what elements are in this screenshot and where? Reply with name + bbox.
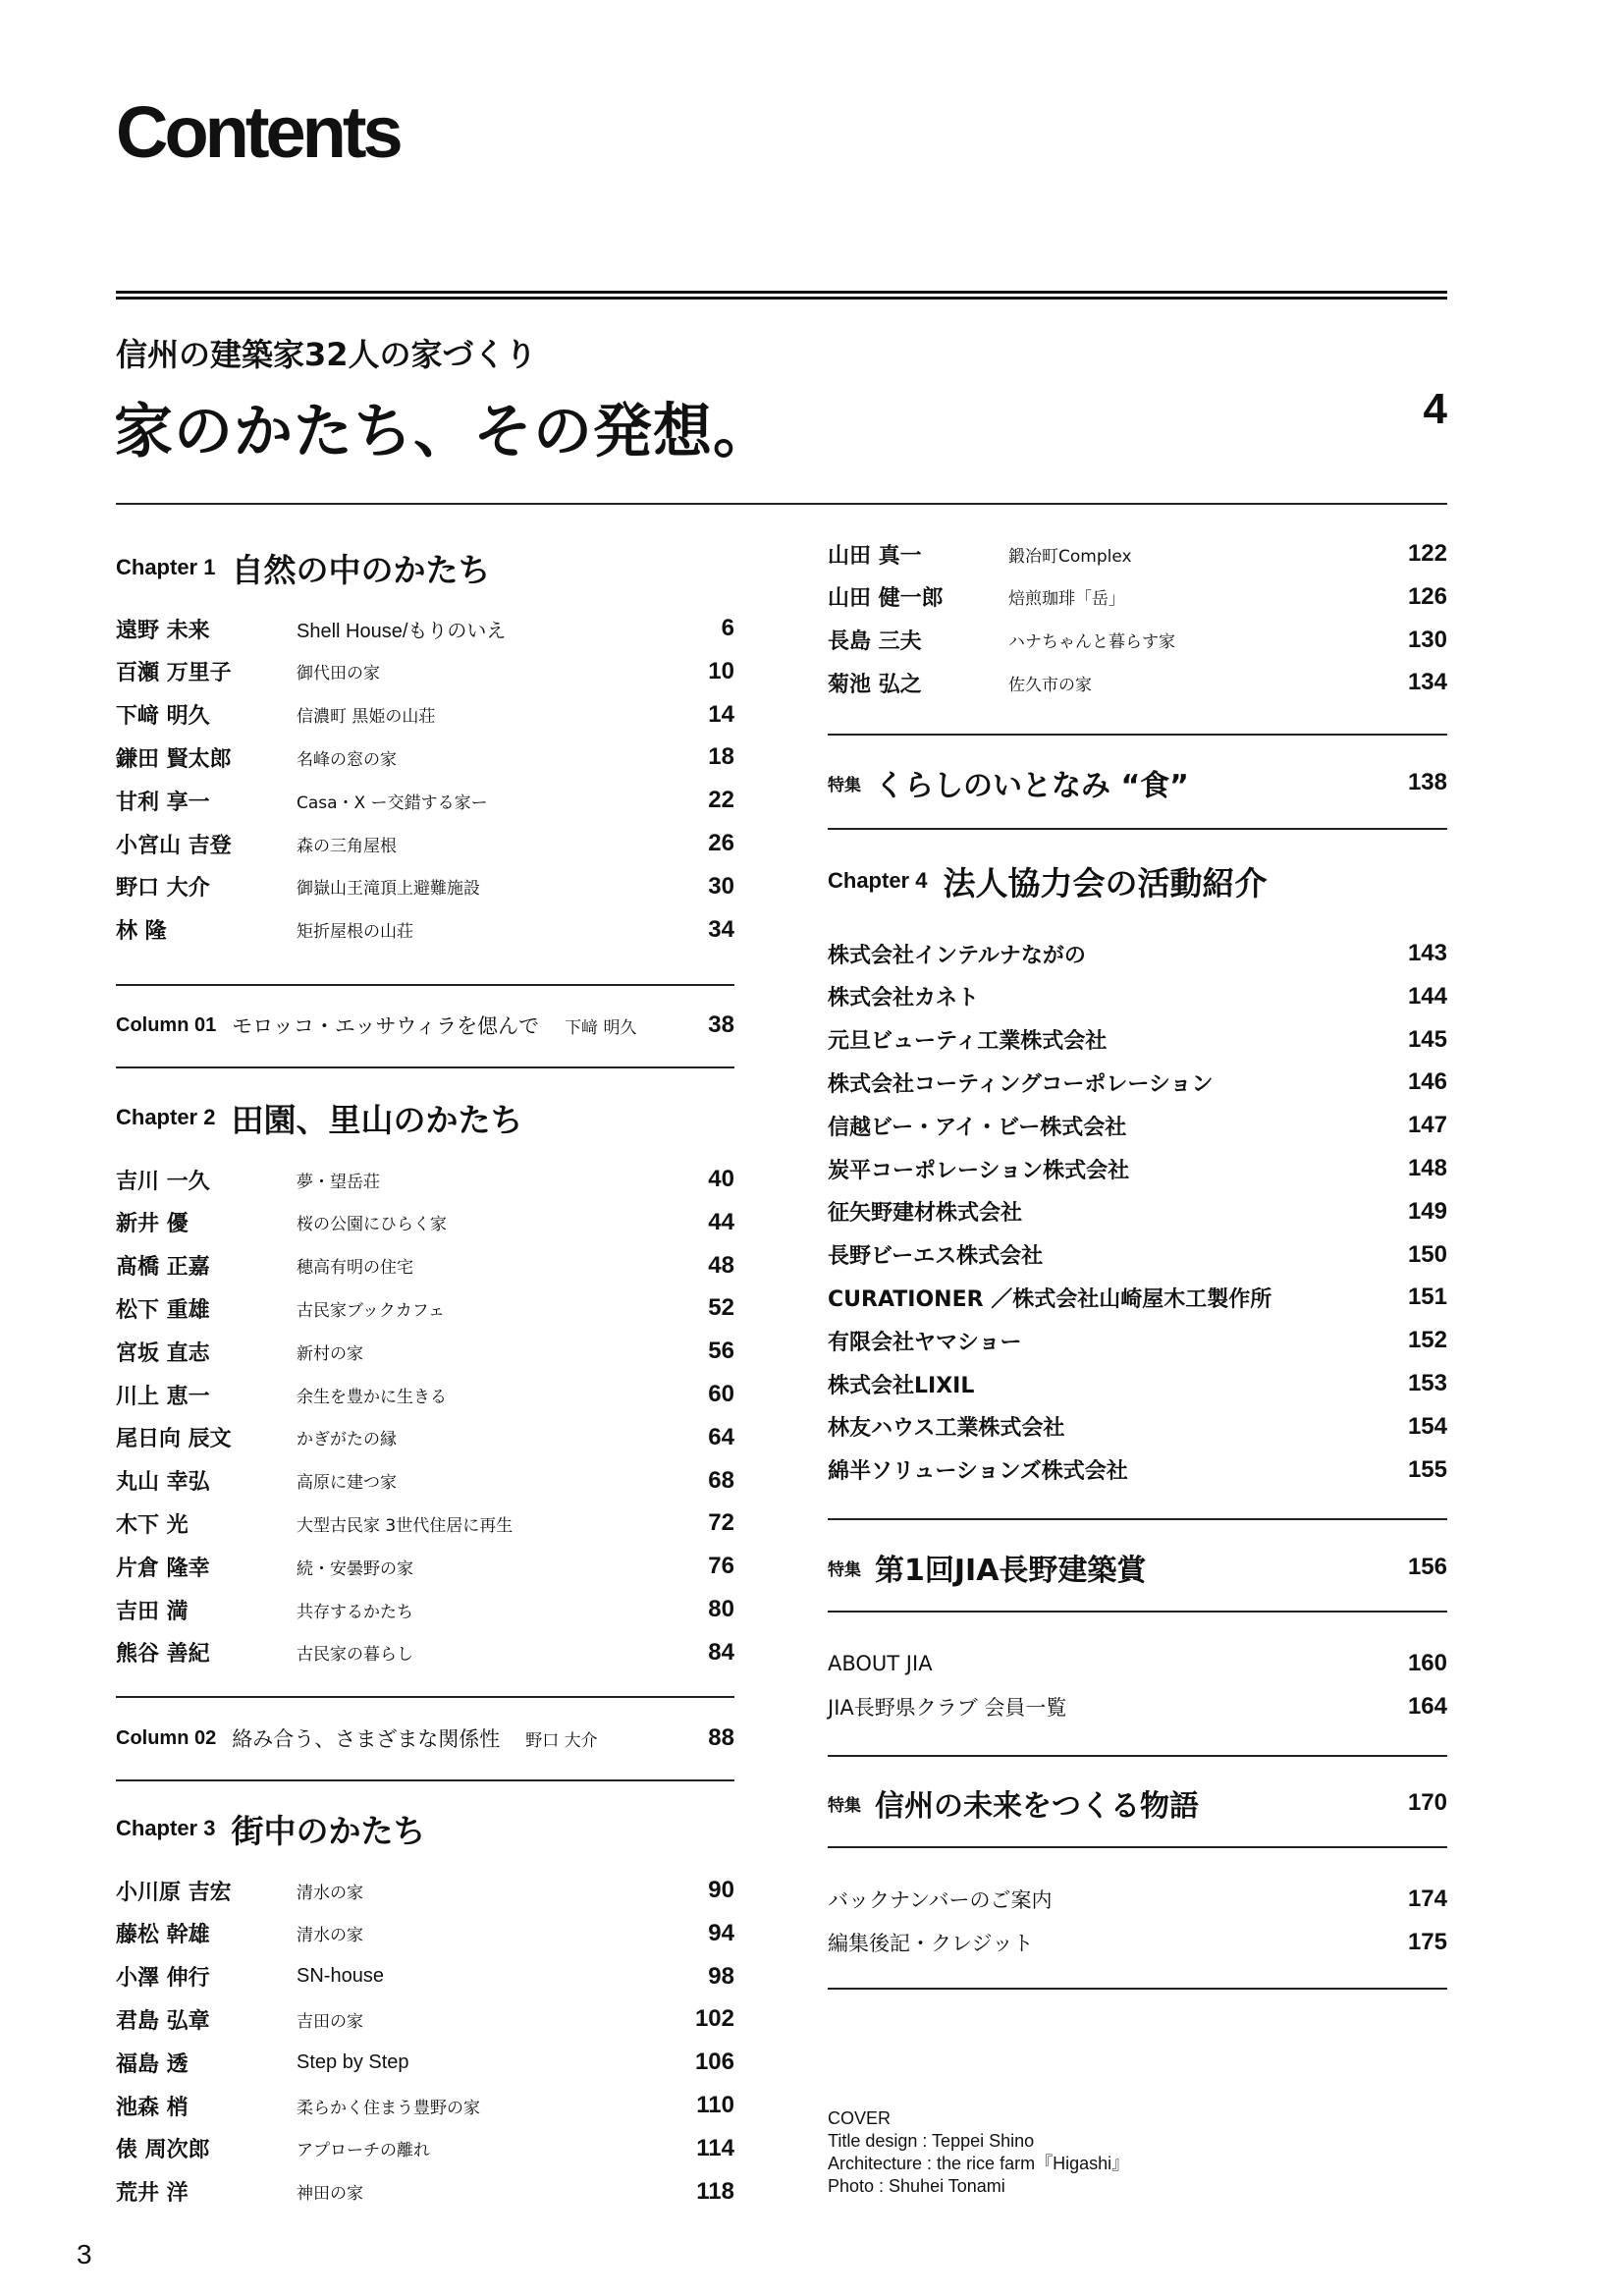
toc-entry[interactable] bbox=[116, 1420, 734, 1455]
architect-name: 吉川 一久 bbox=[116, 1169, 210, 1194]
page-ref: 147 bbox=[1407, 1112, 1447, 1139]
toc-entry[interactable] bbox=[828, 1280, 1447, 1315]
work-title: 鍛冶町Complex bbox=[1008, 546, 1132, 567]
toc-entry[interactable] bbox=[116, 2045, 734, 2080]
work-title: 森の三角屋根 bbox=[297, 836, 397, 856]
work-title: 共存するかたち bbox=[297, 1602, 413, 1622]
architect-name: 片倉 隆幸 bbox=[116, 1556, 210, 1581]
toc-entry[interactable] bbox=[116, 1916, 734, 1951]
page-ref: 122 bbox=[1407, 540, 1447, 567]
architect-name: 山田 真一 bbox=[828, 543, 922, 569]
page-ref: 80 bbox=[708, 1596, 734, 1622]
toc-entry[interactable] bbox=[116, 1377, 734, 1412]
page-ref: 148 bbox=[1407, 1155, 1447, 1181]
feature-main-page: 4 bbox=[1423, 385, 1447, 433]
chapter-title: 法人協力会の活動紹介 bbox=[943, 863, 1268, 902]
entry-title: 編集後記・クレジット bbox=[828, 1932, 1034, 1955]
page-ref: 30 bbox=[708, 872, 734, 900]
work-title: ハナちゃんと暮らす家 bbox=[1008, 632, 1175, 653]
work-title: 名峰の窓の家 bbox=[297, 749, 397, 770]
page-ref: 151 bbox=[1407, 1284, 1447, 1311]
feature-title: 第1回JIA長野建築賞 bbox=[875, 1554, 1147, 1588]
toc-entry[interactable] bbox=[828, 1323, 1447, 1358]
architect-name: 甘利 享一 bbox=[116, 790, 210, 815]
work-title: 御代田の家 bbox=[297, 664, 380, 684]
toc-entry[interactable] bbox=[828, 1151, 1447, 1186]
divider bbox=[828, 734, 1447, 736]
page-ref: 154 bbox=[1407, 1412, 1447, 1440]
feature-title: 信州の未来をつくる物語 bbox=[875, 1789, 1199, 1824]
column-title: 絡み合う、さまざまな関係性 bbox=[232, 1727, 501, 1751]
work-title: 古民家の暮らし bbox=[297, 1645, 413, 1666]
work-title: SN-house bbox=[297, 1965, 384, 1988]
divider bbox=[116, 984, 734, 986]
work-title: 柔らかく住まう豊野の家 bbox=[297, 2098, 480, 2118]
architect-name: 長島 三夫 bbox=[828, 629, 922, 655]
architect-name: 小澤 伸行 bbox=[116, 1966, 210, 1992]
architect-name: 宮坂 直志 bbox=[116, 1340, 210, 1366]
page-ref: 6 bbox=[721, 615, 734, 641]
chapter-label: Chapter 2 bbox=[116, 1105, 216, 1129]
feature-1-entry[interactable] bbox=[828, 760, 1447, 805]
feature-label: 特集 bbox=[828, 1795, 861, 1816]
feature-2-entry[interactable] bbox=[828, 1545, 1447, 1590]
toc-entry[interactable] bbox=[116, 1505, 734, 1541]
architect-name: 丸山 幸弘 bbox=[116, 1470, 210, 1496]
page-ref: 110 bbox=[696, 2092, 734, 2118]
entry-title: 長野ビーエス株式会社 bbox=[828, 1244, 1044, 1270]
entry-title: 株式会社コーティングコーポレーション bbox=[828, 1071, 1214, 1097]
architect-name: 君島 弘章 bbox=[116, 2008, 210, 2034]
toc-entry[interactable] bbox=[116, 2174, 734, 2210]
architect-name: 熊谷 善紀 bbox=[116, 1642, 210, 1667]
architect-name: 木下 光 bbox=[116, 1512, 189, 1538]
toc-entry[interactable] bbox=[828, 1108, 1447, 1143]
divider bbox=[116, 1066, 734, 1068]
work-title: 高原に建つ家 bbox=[297, 1473, 397, 1494]
work-title: 清水の家 bbox=[297, 1883, 363, 1903]
chapter-2-heading bbox=[116, 1098, 522, 1137]
feature-3-entry[interactable] bbox=[828, 1780, 1447, 1826]
page-ref: 48 bbox=[708, 1251, 734, 1279]
toc-entry[interactable] bbox=[828, 979, 1447, 1014]
work-title: かぎがたの縁 bbox=[297, 1430, 397, 1450]
page-ref: 76 bbox=[708, 1553, 734, 1580]
page-ref: 150 bbox=[1407, 1240, 1447, 1268]
page-ref: 155 bbox=[1407, 1455, 1447, 1483]
page-ref: 106 bbox=[694, 2049, 734, 2076]
feature-subtitle: 信州の建築家32人の家づくり bbox=[116, 336, 537, 373]
column-author: 野口 大介 bbox=[525, 1730, 598, 1751]
architect-name: 髙橋 正嘉 bbox=[116, 1255, 210, 1281]
page-ref: 145 bbox=[1407, 1025, 1447, 1053]
divider bbox=[828, 1846, 1447, 1848]
entry-title: 信越ビー・アイ・ビー株式会社 bbox=[828, 1115, 1127, 1140]
work-title: 矩折屋根の山荘 bbox=[297, 922, 413, 943]
page-ref: 175 bbox=[1407, 1929, 1447, 1955]
toc-entry[interactable] bbox=[828, 1646, 1447, 1681]
work-title: 清水の家 bbox=[297, 1926, 363, 1946]
entry-title: 元旦ビューティ工業株式会社 bbox=[828, 1029, 1108, 1055]
page-ref: 98 bbox=[708, 1962, 734, 1990]
cover-title-design: Title design : Teppei Shino bbox=[828, 2131, 1035, 2151]
toc-entry[interactable] bbox=[116, 611, 734, 646]
work-title: Step by Step bbox=[297, 2050, 409, 2073]
toc-entry[interactable] bbox=[116, 869, 734, 904]
toc-entry[interactable] bbox=[116, 1463, 734, 1499]
page-ref: 56 bbox=[708, 1338, 734, 1365]
chapter-3-heading bbox=[116, 1809, 425, 1848]
architect-name: 下﨑 明久 bbox=[116, 704, 210, 730]
page-number: 3 bbox=[77, 2239, 92, 2269]
column-label: Column 01 bbox=[116, 1013, 217, 1036]
work-title: 御嶽山王滝頂上避難施設 bbox=[297, 879, 480, 900]
toc-entry[interactable] bbox=[116, 1290, 734, 1326]
page-ref: 22 bbox=[708, 787, 734, 814]
feature-main-title: 家のかたち、その発想。 bbox=[114, 398, 773, 466]
architect-name: 池森 梢 bbox=[116, 2095, 189, 2120]
page-ref: 144 bbox=[1407, 982, 1447, 1010]
feature-page: 156 bbox=[1407, 1554, 1447, 1580]
divider bbox=[828, 1988, 1447, 1990]
work-title: 焙煎珈琲「岳」 bbox=[1008, 589, 1125, 610]
entry-title: ABOUT JIA bbox=[828, 1652, 933, 1675]
work-title: 続・安曇野の家 bbox=[297, 1558, 413, 1579]
column-title: モロッコ・エッサウィラを偲んで bbox=[232, 1014, 540, 1038]
page-ref: 126 bbox=[1407, 582, 1447, 610]
toc-entry[interactable] bbox=[828, 936, 1447, 971]
page-ref: 130 bbox=[1407, 626, 1447, 653]
toc-entry[interactable] bbox=[828, 536, 1447, 572]
entry-title: 株式会社インテルナながの bbox=[828, 943, 1086, 968]
page-ref: 64 bbox=[708, 1423, 734, 1450]
architect-name: 福島 透 bbox=[116, 2051, 189, 2077]
architect-name: 尾日向 辰文 bbox=[116, 1427, 232, 1452]
column-page: 88 bbox=[708, 1724, 734, 1751]
entry-title: 株式会社カネト bbox=[828, 986, 980, 1011]
architect-name: 菊池 弘之 bbox=[828, 672, 922, 697]
cover-photo: Photo : Shuhei Tonami bbox=[828, 2176, 1005, 2196]
architect-name: 小川原 吉宏 bbox=[116, 1880, 232, 1905]
page-ref: 52 bbox=[708, 1294, 734, 1322]
header-divider bbox=[116, 503, 1447, 505]
architect-name: 俵 周次郎 bbox=[116, 2138, 210, 2163]
column-01-entry[interactable] bbox=[116, 1006, 734, 1045]
work-title: Shell House/もりのいえ bbox=[297, 620, 507, 642]
architect-name: 小宮山 吉登 bbox=[116, 833, 232, 858]
column-02-entry[interactable] bbox=[116, 1719, 734, 1758]
toc-entry[interactable] bbox=[116, 739, 734, 775]
page-ref: 143 bbox=[1407, 940, 1447, 966]
toc-entry[interactable] bbox=[116, 912, 734, 948]
header-rule-bottom bbox=[116, 297, 1447, 300]
toc-entry[interactable] bbox=[828, 1452, 1447, 1488]
toc-entry[interactable] bbox=[828, 1022, 1447, 1058]
divider bbox=[828, 828, 1447, 830]
page-ref: 114 bbox=[696, 2134, 734, 2161]
architect-name: 百瀬 万里子 bbox=[116, 661, 232, 686]
page-ref: 164 bbox=[1407, 1693, 1447, 1720]
work-title: 吉田の家 bbox=[297, 2011, 363, 2032]
chapter-label: Chapter 1 bbox=[116, 555, 216, 579]
architect-name: 吉田 満 bbox=[116, 1599, 189, 1624]
page-ref: 10 bbox=[708, 657, 734, 684]
page-ref: 146 bbox=[1407, 1068, 1447, 1096]
architect-name: 松下 重雄 bbox=[116, 1297, 210, 1323]
cover-credits bbox=[828, 2107, 1129, 2198]
architect-name: 川上 恵一 bbox=[116, 1384, 210, 1409]
page-ref: 72 bbox=[708, 1509, 734, 1537]
toc-entry[interactable] bbox=[828, 1366, 1447, 1401]
toc-entry[interactable] bbox=[116, 1592, 734, 1627]
work-title: 佐久市の家 bbox=[1008, 675, 1092, 695]
work-title: 新村の家 bbox=[297, 1343, 363, 1364]
page-ref: 118 bbox=[696, 2177, 734, 2205]
chapter-label: Chapter 4 bbox=[828, 868, 928, 893]
chapter-label: Chapter 3 bbox=[116, 1816, 216, 1840]
toc-entry[interactable] bbox=[828, 1194, 1447, 1230]
feature-title: くらしのいとなみ “食” bbox=[875, 769, 1189, 803]
toc-entry[interactable] bbox=[116, 654, 734, 689]
toc-entry[interactable] bbox=[116, 783, 734, 818]
toc-entry[interactable] bbox=[828, 1409, 1447, 1445]
architect-name: 新井 優 bbox=[116, 1212, 189, 1237]
entry-title: CURATIONER ／株式会社山崎屋木工製作所 bbox=[828, 1286, 1272, 1312]
entry-title: 株式会社LIXIL bbox=[828, 1373, 975, 1398]
toc-entry[interactable] bbox=[116, 1549, 734, 1584]
toc-entry[interactable] bbox=[116, 2131, 734, 2166]
page-ref: 14 bbox=[708, 700, 734, 728]
entry-title: バックナンバーのご案内 bbox=[828, 1888, 1053, 1912]
chapter-title: 田園、里山のかたち bbox=[231, 1100, 523, 1139]
toc-entry[interactable] bbox=[116, 2001, 734, 2037]
chapter-title: 街中のかたち bbox=[231, 1811, 426, 1850]
architect-name: 山田 健一郎 bbox=[828, 586, 944, 612]
architect-name: 野口 大介 bbox=[116, 876, 210, 902]
page-ref: 160 bbox=[1407, 1650, 1447, 1676]
work-title: Casa・X ー交錯する家ー bbox=[297, 793, 488, 813]
column-label: Column 02 bbox=[116, 1726, 217, 1749]
page-ref: 152 bbox=[1407, 1327, 1447, 1354]
page-ref: 34 bbox=[708, 915, 734, 943]
divider bbox=[828, 1518, 1447, 1520]
divider bbox=[828, 1755, 1447, 1757]
page-title: Contents bbox=[116, 91, 400, 173]
page-ref: 174 bbox=[1407, 1886, 1447, 1912]
work-title: 夢・望岳荘 bbox=[297, 1172, 380, 1192]
toc-entry[interactable] bbox=[116, 1248, 734, 1284]
work-title: 大型古民家 3世代住居に再生 bbox=[297, 1515, 514, 1536]
divider bbox=[828, 1611, 1447, 1613]
work-title: アプローチの離れ bbox=[297, 2141, 430, 2161]
toc-entry[interactable] bbox=[116, 1162, 734, 1197]
toc-entry[interactable] bbox=[116, 2088, 734, 2123]
work-title: 古民家ブックカフェ bbox=[297, 1300, 445, 1321]
page-ref: 102 bbox=[694, 2005, 734, 2033]
chapter-1-heading bbox=[116, 548, 490, 587]
entry-title: 征矢野建材株式会社 bbox=[828, 1201, 1023, 1227]
feature-label: 特集 bbox=[828, 775, 861, 795]
column-author: 下﨑 明久 bbox=[565, 1017, 637, 1038]
toc-entry[interactable] bbox=[116, 1334, 734, 1369]
cover-heading: COVER bbox=[828, 2108, 892, 2128]
page-ref: 26 bbox=[708, 830, 734, 856]
architect-name: 鎌田 賢太郎 bbox=[116, 746, 232, 772]
toc-entry[interactable] bbox=[828, 579, 1447, 615]
chapter-4-heading bbox=[828, 861, 1267, 901]
entry-title: 有限会社ヤマショー bbox=[828, 1330, 1022, 1355]
page-ref: 68 bbox=[708, 1466, 734, 1494]
feature-page: 138 bbox=[1407, 769, 1447, 795]
toc-entry[interactable] bbox=[116, 1205, 734, 1240]
toc-entry[interactable] bbox=[828, 1237, 1447, 1273]
toc-entry[interactable] bbox=[828, 1925, 1447, 1960]
divider bbox=[116, 1696, 734, 1698]
architect-name: 藤松 幹雄 bbox=[116, 1923, 210, 1948]
toc-entry[interactable] bbox=[828, 1689, 1447, 1724]
entry-title: 炭平コーポレーション株式会社 bbox=[828, 1158, 1130, 1183]
page-ref: 18 bbox=[708, 743, 734, 771]
page-ref: 60 bbox=[708, 1381, 734, 1407]
page-ref: 44 bbox=[708, 1208, 734, 1235]
work-title: 穂高有明の住宅 bbox=[297, 1258, 413, 1279]
column-page: 38 bbox=[708, 1011, 734, 1038]
page-ref: 153 bbox=[1407, 1370, 1447, 1396]
page-ref: 94 bbox=[708, 1919, 734, 1946]
entry-title: 綿半ソリューションズ株式会社 bbox=[828, 1459, 1128, 1485]
toc-entry[interactable] bbox=[116, 1873, 734, 1908]
page-ref: 149 bbox=[1407, 1197, 1447, 1225]
feature-label: 特集 bbox=[828, 1559, 861, 1580]
toc-entry[interactable] bbox=[116, 826, 734, 861]
work-title: 神田の家 bbox=[297, 2184, 363, 2205]
toc-entry[interactable] bbox=[116, 697, 734, 733]
work-title: 信濃町 黒姫の山荘 bbox=[297, 707, 436, 728]
toc-entry[interactable] bbox=[116, 1635, 734, 1670]
architect-name: 林 隆 bbox=[116, 919, 167, 945]
page-ref: 134 bbox=[1407, 669, 1447, 696]
feature-page: 170 bbox=[1407, 1789, 1447, 1816]
page-ref: 84 bbox=[708, 1638, 734, 1666]
header-rule-top bbox=[116, 291, 1447, 294]
entry-title: JIA長野県クラブ 会員一覧 bbox=[828, 1696, 1067, 1720]
divider bbox=[116, 1779, 734, 1781]
toc-entry[interactable] bbox=[828, 665, 1447, 700]
toc-entry[interactable] bbox=[828, 623, 1447, 658]
architect-name: 荒井 洋 bbox=[116, 2181, 189, 2207]
work-title: 桜の公園にひらく家 bbox=[297, 1215, 447, 1235]
architect-name: 遠野 未来 bbox=[116, 618, 210, 643]
toc-entry[interactable] bbox=[828, 1065, 1447, 1100]
toc-entry[interactable] bbox=[116, 1959, 734, 1995]
entry-title: 林友ハウス工業株式会社 bbox=[828, 1416, 1065, 1442]
chapter-title: 自然の中のかたち bbox=[231, 550, 491, 589]
toc-entry[interactable] bbox=[828, 1882, 1447, 1917]
work-title: 余生を豊かに生きる bbox=[297, 1387, 447, 1407]
cover-architecture: Architecture : the rice farm『Higashi』 bbox=[828, 2154, 1130, 2173]
page-ref: 90 bbox=[708, 1877, 734, 1903]
page-ref: 40 bbox=[708, 1166, 734, 1192]
